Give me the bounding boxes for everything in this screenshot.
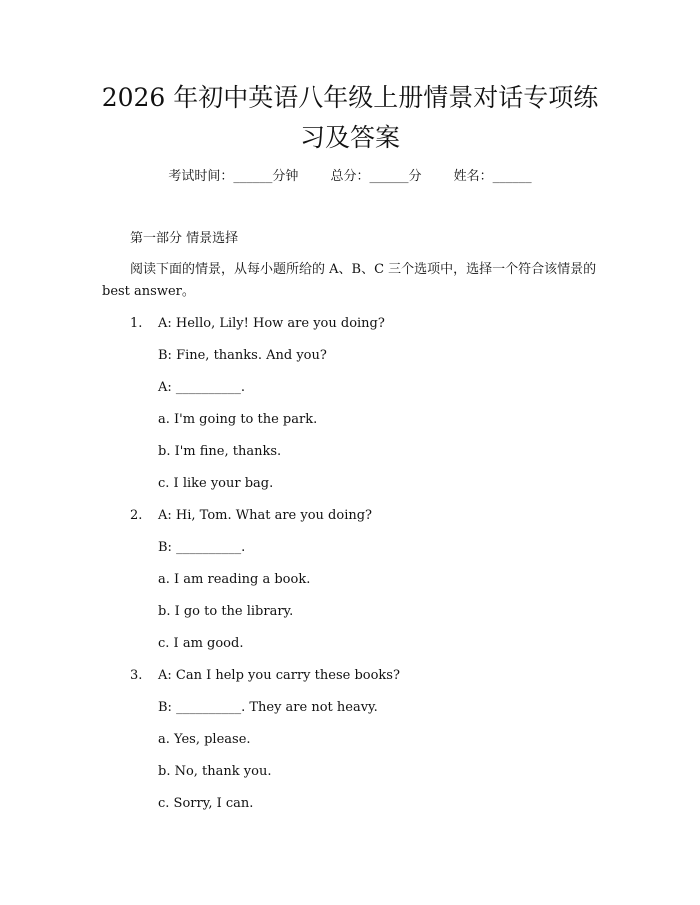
question-3-dialogue-line: A: Can I help you carry these books? [158,668,400,683]
title-line-2: 习及答案 [299,123,400,152]
question-2-dialogue-line: A: Hi, Tom. What are you doing? [158,508,373,523]
question-1-number: 1. [130,316,143,331]
question-3-option-b: b. No, thank you. [158,764,272,779]
question-1-dialogue-line: A: __________. [158,380,246,395]
question-1-option-a: a. I'm going to the park. [158,412,318,427]
total-score-field: 总分：______分 [330,169,422,184]
question-1-option-c: c. I like your bag. [158,476,274,491]
question-3-number: 3. [130,668,143,683]
question-3-dialogue-line: B: __________. They are not heavy. [158,700,378,715]
question-3-option-a: a. Yes, please. [158,732,251,747]
exam-info-line [0,168,700,186]
question-2-option-c: c. I am good. [158,636,244,651]
student-name-field: 姓名：______ [453,169,532,184]
question-1-option-b: b. I'm fine, thanks. [158,444,282,459]
question-3-option-c: c. Sorry, I can. [158,796,254,811]
question-1-dialogue-line: B: Fine, thanks. And you? [158,348,327,363]
question-2-dialogue-line: B: __________. [158,540,246,555]
section-instruction: 阅读下面的情景，从每小题所给的 A、B、C 三个选项中，选择一个符合该情景的 best answer。 [102,262,597,299]
page-title [90,78,610,158]
section-heading: 第一部分 情景选择 [130,231,239,246]
title-line-1: 2026 年初中英语八年级上册情景对话专项练 [101,83,599,112]
question-2-option-b: b. I go to the library. [158,604,294,619]
question-2-option-a: a. I am reading a book. [158,572,311,587]
exam-time-field: 考试时间：______分钟 [168,169,299,184]
question-1-dialogue-line: A: Hello, Lily! How are you doing? [158,316,385,331]
question-2-number: 2. [130,508,143,523]
